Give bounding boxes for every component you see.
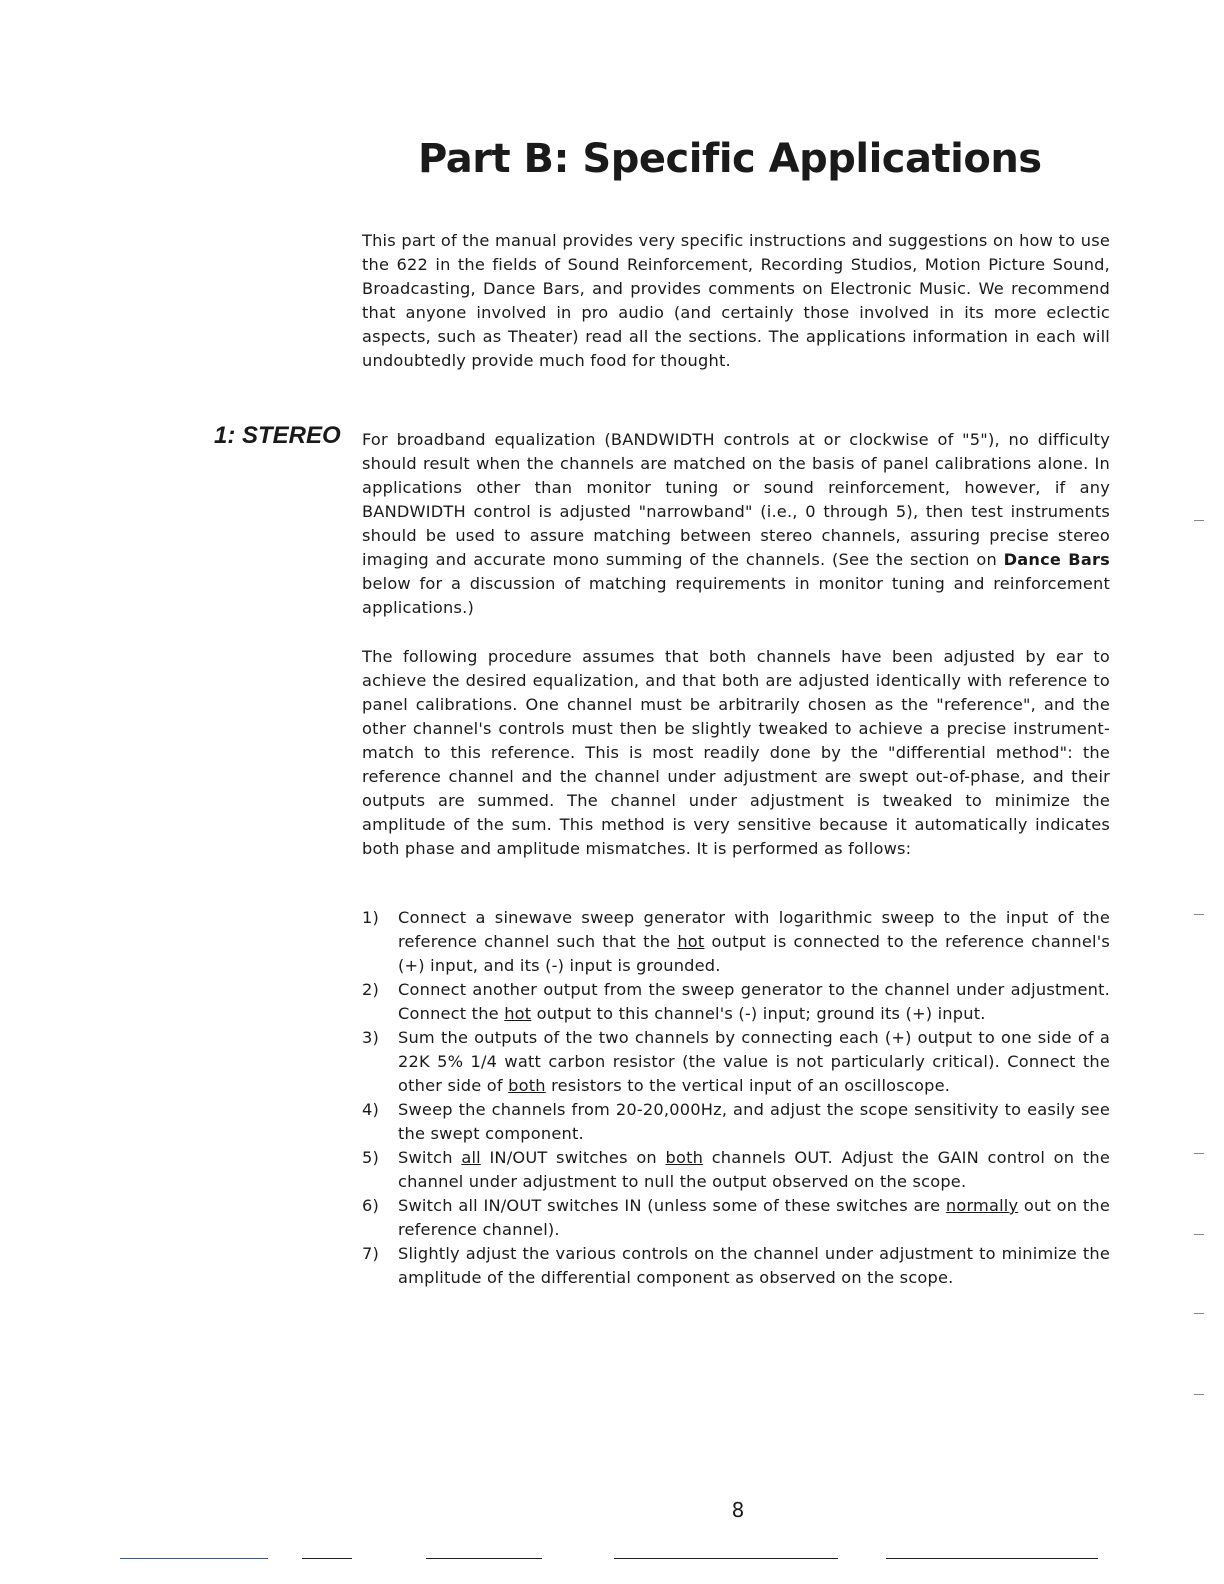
step-number: 6) <box>362 1196 380 1215</box>
step-text: Sum the outputs of the two channels by connecting each (+) output to one side of a 22K 5% 1/4 watt carbon resistor (the value is not particularly critical). Connect the other side of <box>398 1028 1110 1095</box>
step-text: Connect another output from the sweep generator to the channel under adjustment. Connect the <box>398 980 1110 1023</box>
step-underline: all <box>461 1148 481 1167</box>
scan-edge-mark <box>1194 1153 1204 1154</box>
step-number: 2) <box>362 980 380 999</box>
footer-rule <box>120 1558 268 1559</box>
footer-rule <box>886 1558 1098 1559</box>
step-text: out on the reference channel). <box>398 1196 1110 1239</box>
footer-rule <box>426 1558 542 1559</box>
step-item <box>362 1026 1110 1098</box>
page-number: 8 <box>731 1498 745 1522</box>
dance-bars-reference: Dance Bars <box>1003 550 1110 569</box>
step-text: Connect a sinewave sweep generator with logarithmic sweep to the input of the reference channel such that the <box>398 908 1110 951</box>
page-title: Part B: Specific Applications <box>418 136 1042 182</box>
step-text: Switch all IN/OUT switches IN (unless some of these switches are <box>398 1196 946 1215</box>
step-text: channels OUT. Adjust the GAIN control on the channel under adjustment to null the output observed on the scope. <box>398 1148 1110 1191</box>
step-number: 7) <box>362 1244 380 1263</box>
p1-text-b: below for a discussion of matching requirements in monitor tuning and reinforcement applications.) <box>362 574 1110 617</box>
step-text: Switch <box>398 1148 462 1167</box>
step-item <box>362 978 1110 1026</box>
scan-edge-mark <box>1194 1394 1204 1395</box>
step-number: 5) <box>362 1148 380 1167</box>
footer-rule <box>302 1558 352 1559</box>
step-item <box>362 1242 1110 1290</box>
step-text: output to this channel's (-) input; ground its (+) input. <box>531 1004 986 1023</box>
step-underline: hot <box>677 932 705 951</box>
stereo-paragraph-1 <box>362 428 1110 620</box>
scan-edge-mark <box>1194 914 1204 915</box>
scan-edge-mark <box>1194 1313 1204 1314</box>
step-text: IN/OUT switches on <box>480 1148 666 1167</box>
step-item <box>362 1194 1110 1242</box>
step-text: Sweep the channels from 20-20,000Hz, and adjust the scope sensitivity to easily see the swept component. <box>398 1100 1110 1143</box>
step-item <box>362 1098 1110 1146</box>
step-underline: both <box>665 1148 704 1167</box>
step-text: output is connected to the reference channel's (+) input, and its (-) input is grounded. <box>398 932 1110 975</box>
step-text: resistors to the vertical input of an oscilloscope. <box>545 1076 951 1095</box>
scan-edge-mark <box>1194 1234 1204 1235</box>
p1-text-a: For broadband equalization (BANDWIDTH controls at or clockwise of "5"), no difficulty should result when the channels are matched on the basis of panel calibrations alone. In applications other than monitor tuning or sound reinforcement, however, if any BANDWIDTH control is adjusted "narrowband" (i.e., 0 through 5), then test instruments should be used to assure matching between stereo channels, assuring precise stereo imaging and accurate mono summing of the channels. (See the section on <box>362 430 1110 569</box>
step-number: 4) <box>362 1100 380 1119</box>
intro-paragraph: This part of the manual provides very specific instructions and suggestions on how to use the 622 in the fields of Sound Reinforcement, Recording Studios, Motion Picture Sound, Broadcasting, Dance Bars, and provides comments on Electronic Music. We recommend that anyone involved in pro audio (and certainly those involved in its more eclectic aspects, such as Theater) read all the sections. The applications information in each will undoubtedly provide much food for thought. <box>362 231 1110 370</box>
step-underline: both <box>508 1076 546 1095</box>
footer-rule <box>614 1558 838 1559</box>
step-number: 1) <box>362 908 380 927</box>
step-item <box>362 906 1110 978</box>
step-item <box>362 1146 1110 1194</box>
procedure-steps <box>362 906 1110 1290</box>
step-underline: normally <box>945 1196 1019 1215</box>
scan-edge-mark <box>1194 520 1204 521</box>
section-heading-stereo: 1: STEREO <box>214 422 341 449</box>
step-number: 3) <box>362 1028 380 1047</box>
stereo-paragraph-2: The following procedure assumes that both channels have been adjusted by ear to achieve the desired equalization, and that both are adjusted identically with reference to panel calibrations. One channel must be arbitrarily chosen as the "reference", and the other channel's controls must then be slightly tweaked to achieve a precise instrument-match to this reference. This is most readily done by the "differential method": the reference channel and the channel under adjustment are swept out-of-phase, and their outputs are summed. The channel under adjustment is tweaked to minimize the amplitude of the sum. This method is very sensitive because it automatically indicates both phase and amplitude mismatches. It is performed as follows: <box>362 647 1110 858</box>
step-text: Slightly adjust the various controls on the channel under adjustment to minimize the amplitude of the differential component as observed on the scope. <box>398 1244 1110 1287</box>
step-underline: hot <box>504 1004 532 1023</box>
